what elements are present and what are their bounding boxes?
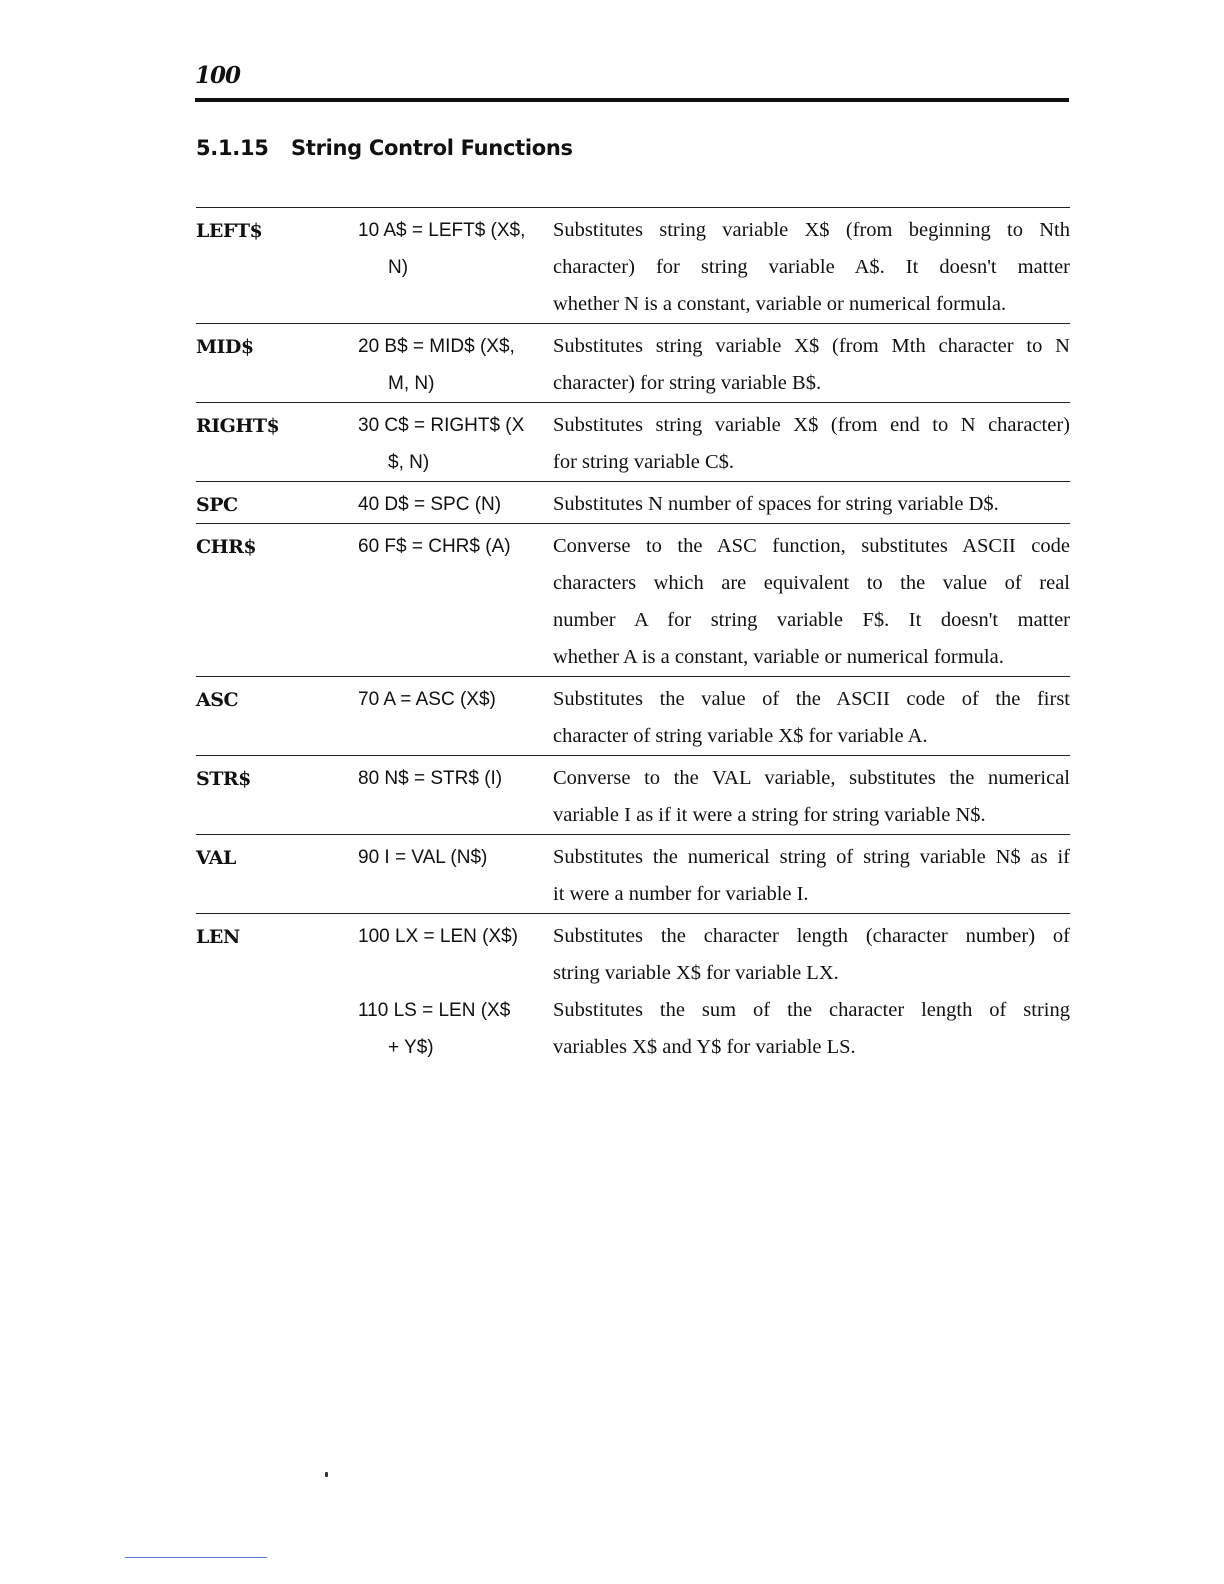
function-entry xyxy=(196,834,1070,913)
description-line: number A for string variable F$. It doesn't matter xyxy=(553,609,1070,631)
function-name: VAL xyxy=(196,846,236,869)
page-number: 100 xyxy=(195,62,241,89)
code-example: 90 I = VAL (N$) xyxy=(358,846,488,868)
entry-line xyxy=(196,760,1070,797)
code-example: 40 D$ = SPC (N) xyxy=(358,493,502,515)
entry-line xyxy=(196,602,1070,639)
function-name: LEN xyxy=(196,925,240,948)
code-example: 60 F$ = CHR$ (A) xyxy=(358,535,511,557)
description-line: Substitutes the sum of the character length of string xyxy=(553,999,1070,1021)
function-entry xyxy=(196,676,1070,755)
section-heading xyxy=(196,136,573,160)
description-line: whether A is a constant, variable or numerical formula. xyxy=(553,646,1004,668)
function-entry xyxy=(196,402,1070,481)
entry-line xyxy=(196,681,1070,718)
code-example: N) xyxy=(388,256,409,278)
code-example: 100 LX = LEN (X$) xyxy=(358,925,519,947)
function-name: ASC xyxy=(196,688,239,711)
function-entry xyxy=(196,913,1070,1066)
entry-line xyxy=(196,212,1070,249)
footer-underline xyxy=(125,1557,267,1558)
code-example: + Y$) xyxy=(388,1036,434,1058)
description-line: character of string variable X$ for variable A. xyxy=(553,725,928,747)
description-line: for string variable C$. xyxy=(553,451,735,473)
function-entry xyxy=(196,207,1070,323)
description-line: Substitutes the numerical string of string variable N$ as if xyxy=(553,846,1070,868)
description-line: characters which are equivalent to the value of real xyxy=(553,572,1070,594)
section-title: String Control Functions xyxy=(291,136,573,160)
description-line: Substitutes string variable X$ (from beginning to Nth xyxy=(553,219,1070,241)
description-line: variables X$ and Y$ for variable LS. xyxy=(553,1036,856,1058)
entry-line xyxy=(196,992,1070,1029)
description-line: variable I as if it were a string for string variable N$. xyxy=(553,804,986,826)
description-line: Substitutes the character length (character number) of xyxy=(553,925,1070,947)
header-rule xyxy=(195,98,1069,102)
function-name: STR$ xyxy=(196,767,251,790)
code-example: 80 N$ = STR$ (I) xyxy=(358,767,503,789)
entry-line xyxy=(196,797,1070,834)
function-entry xyxy=(196,523,1070,676)
description-line: whether N is a constant, variable or numerical formula. xyxy=(553,293,1007,315)
entry-line xyxy=(196,365,1070,402)
code-example: 30 C$ = RIGHT$ (X xyxy=(358,414,525,436)
entry-line xyxy=(196,1029,1070,1066)
function-name: SPC xyxy=(196,493,238,516)
entry-line xyxy=(196,407,1070,444)
entry-line xyxy=(196,328,1070,365)
entry-line xyxy=(196,918,1070,955)
entry-line xyxy=(196,718,1070,755)
description-line: character) for string variable A$. It doesn't matter xyxy=(553,256,1070,278)
description-line: Substitutes string variable X$ (from end to N character) xyxy=(553,414,1070,436)
function-entry xyxy=(196,755,1070,834)
entry-line xyxy=(196,839,1070,876)
function-name: LEFT$ xyxy=(196,219,263,242)
entry-line xyxy=(196,565,1070,602)
description-line: Substitutes N number of spaces for string variable D$. xyxy=(553,493,999,515)
entry-line xyxy=(196,249,1070,286)
entry-line xyxy=(196,286,1070,323)
string-functions-table xyxy=(196,207,1070,1066)
description-line: string variable X$ for variable LX. xyxy=(553,962,839,984)
description-line: it were a number for variable I. xyxy=(553,883,809,905)
function-name: MID$ xyxy=(196,335,254,358)
entry-line xyxy=(196,876,1070,913)
scan-speck xyxy=(325,1472,328,1477)
code-example: M, N) xyxy=(388,372,435,394)
function-name: RIGHT$ xyxy=(196,414,280,437)
description-line: Substitutes string variable X$ (from Mth character to N xyxy=(553,335,1070,357)
description-line: Substitutes the value of the ASCII code of the first xyxy=(553,688,1070,710)
section-number: 5.1.15 xyxy=(196,136,269,160)
code-example: 110 LS = LEN (X$ xyxy=(358,999,511,1021)
code-example: $, N) xyxy=(388,451,430,473)
description-line: Converse to the ASC function, substitutes ASCII code xyxy=(553,535,1070,557)
function-name: CHR$ xyxy=(196,535,257,558)
entry-line xyxy=(196,444,1070,481)
entry-line xyxy=(196,639,1070,676)
function-entry xyxy=(196,323,1070,402)
code-example: 70 A = ASC (X$) xyxy=(358,688,496,710)
entry-line xyxy=(196,955,1070,992)
entry-line xyxy=(196,486,1070,523)
function-entry xyxy=(196,481,1070,523)
description-line: Converse to the VAL variable, substitutes the numerical xyxy=(553,767,1070,789)
code-example: 20 B$ = MID$ (X$, xyxy=(358,335,515,357)
description-line: character) for string variable B$. xyxy=(553,372,822,394)
code-example: 10 A$ = LEFT$ (X$, xyxy=(358,219,526,241)
entry-line xyxy=(196,528,1070,565)
